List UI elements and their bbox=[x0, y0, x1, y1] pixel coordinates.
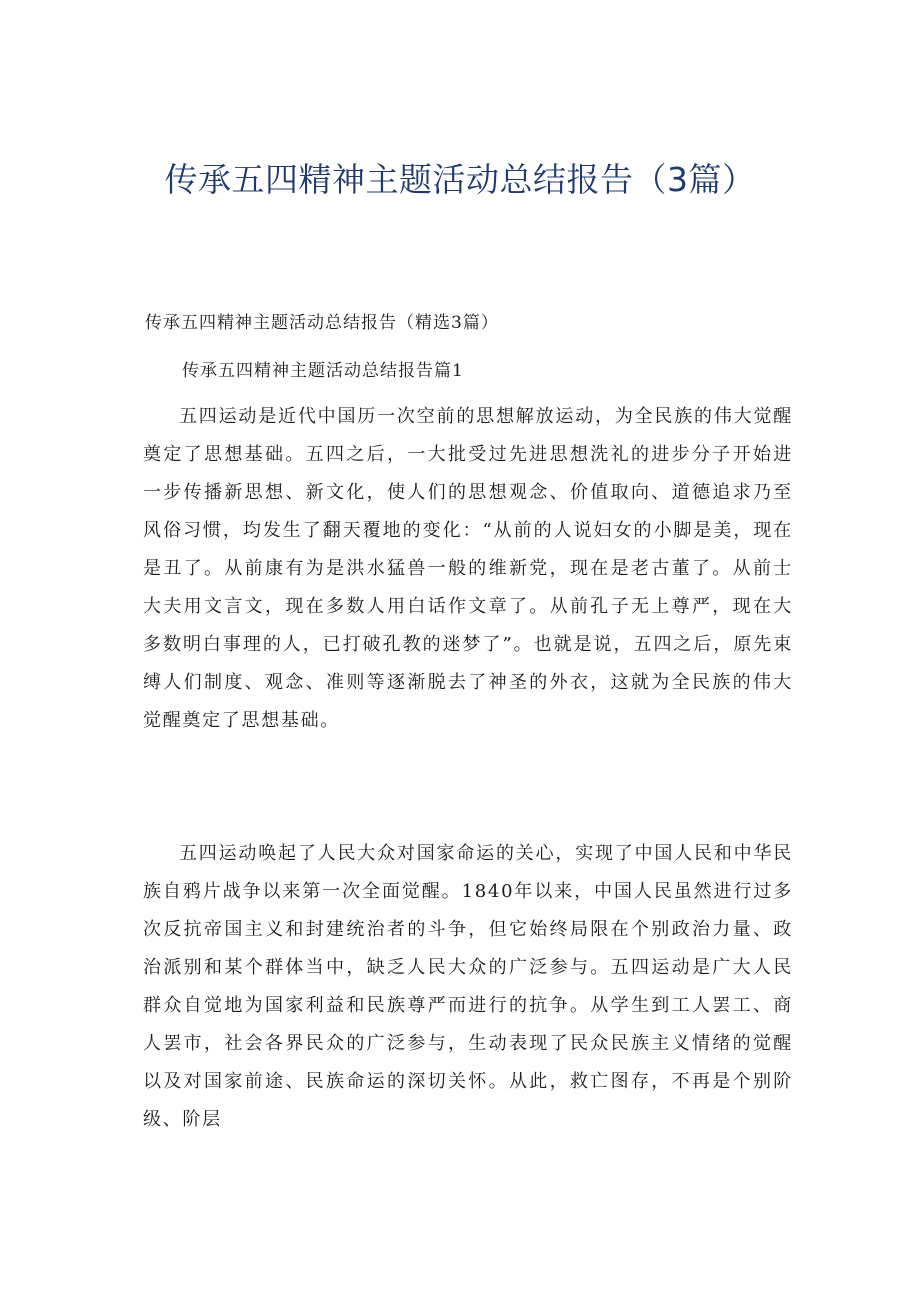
section-heading: 传承五四精神主题活动总结报告篇1 bbox=[182, 361, 464, 381]
body-paragraph-2: 五四运动唤起了人民大众对国家命运的关心，实现了中国人民和中华民族自鸦片战争以来第一次全面觉醒。1840年以来，中国人民虽然进行过多次反抗帝国主义和封建统治者的斗争，但它始终局限在个别政治力量、政治派别和某个群体当中，缺乏人民大众的广泛参与。五四运动是广大人民群众自觉地为国家利益和民族尊严而进行的抗争。从学生到工人罢工、商人罢市，社会各界民众的广泛参与，生动表现了民众民族主义情绪的觉醒以及对国家前途、民族命运的深切关怀。从此，救亡图存，不再是个别阶级、阶层 bbox=[143, 843, 793, 1130]
document-subtitle: 传承五四精神主题活动总结报告（精选3篇） bbox=[145, 313, 499, 333]
body-paragraph-1: 五四运动是近代中国历一次空前的思想解放运动，为全民族的伟大觉醒奠定了思想基础。五四之后，一大批受过先进思想洗礼的进步分子开始进一步传播新思想、新文化，使人们的思想观念、价值取向、道德追求乃至风俗习惯，均发生了翻天覆地的变化：“从前的人说妇女的小脚是美，现在是丑了。从前康有为是洪水猛兽一般的维新党，现在是老古董了。从前士大夫用文言文，现在多数人用白话作文章了。从前孔子无上尊严，现在大多数明白事理的人，已打破孔教的迷梦了”。也就是说，五四之后，原先束缚人们制度、观念、准则等逐渐脱去了神圣的外衣，这就为全民族的伟大觉醒奠定了思想基础。 bbox=[143, 406, 793, 731]
document-title: 传承五四精神主题活动总结报告（3篇） bbox=[164, 160, 756, 199]
